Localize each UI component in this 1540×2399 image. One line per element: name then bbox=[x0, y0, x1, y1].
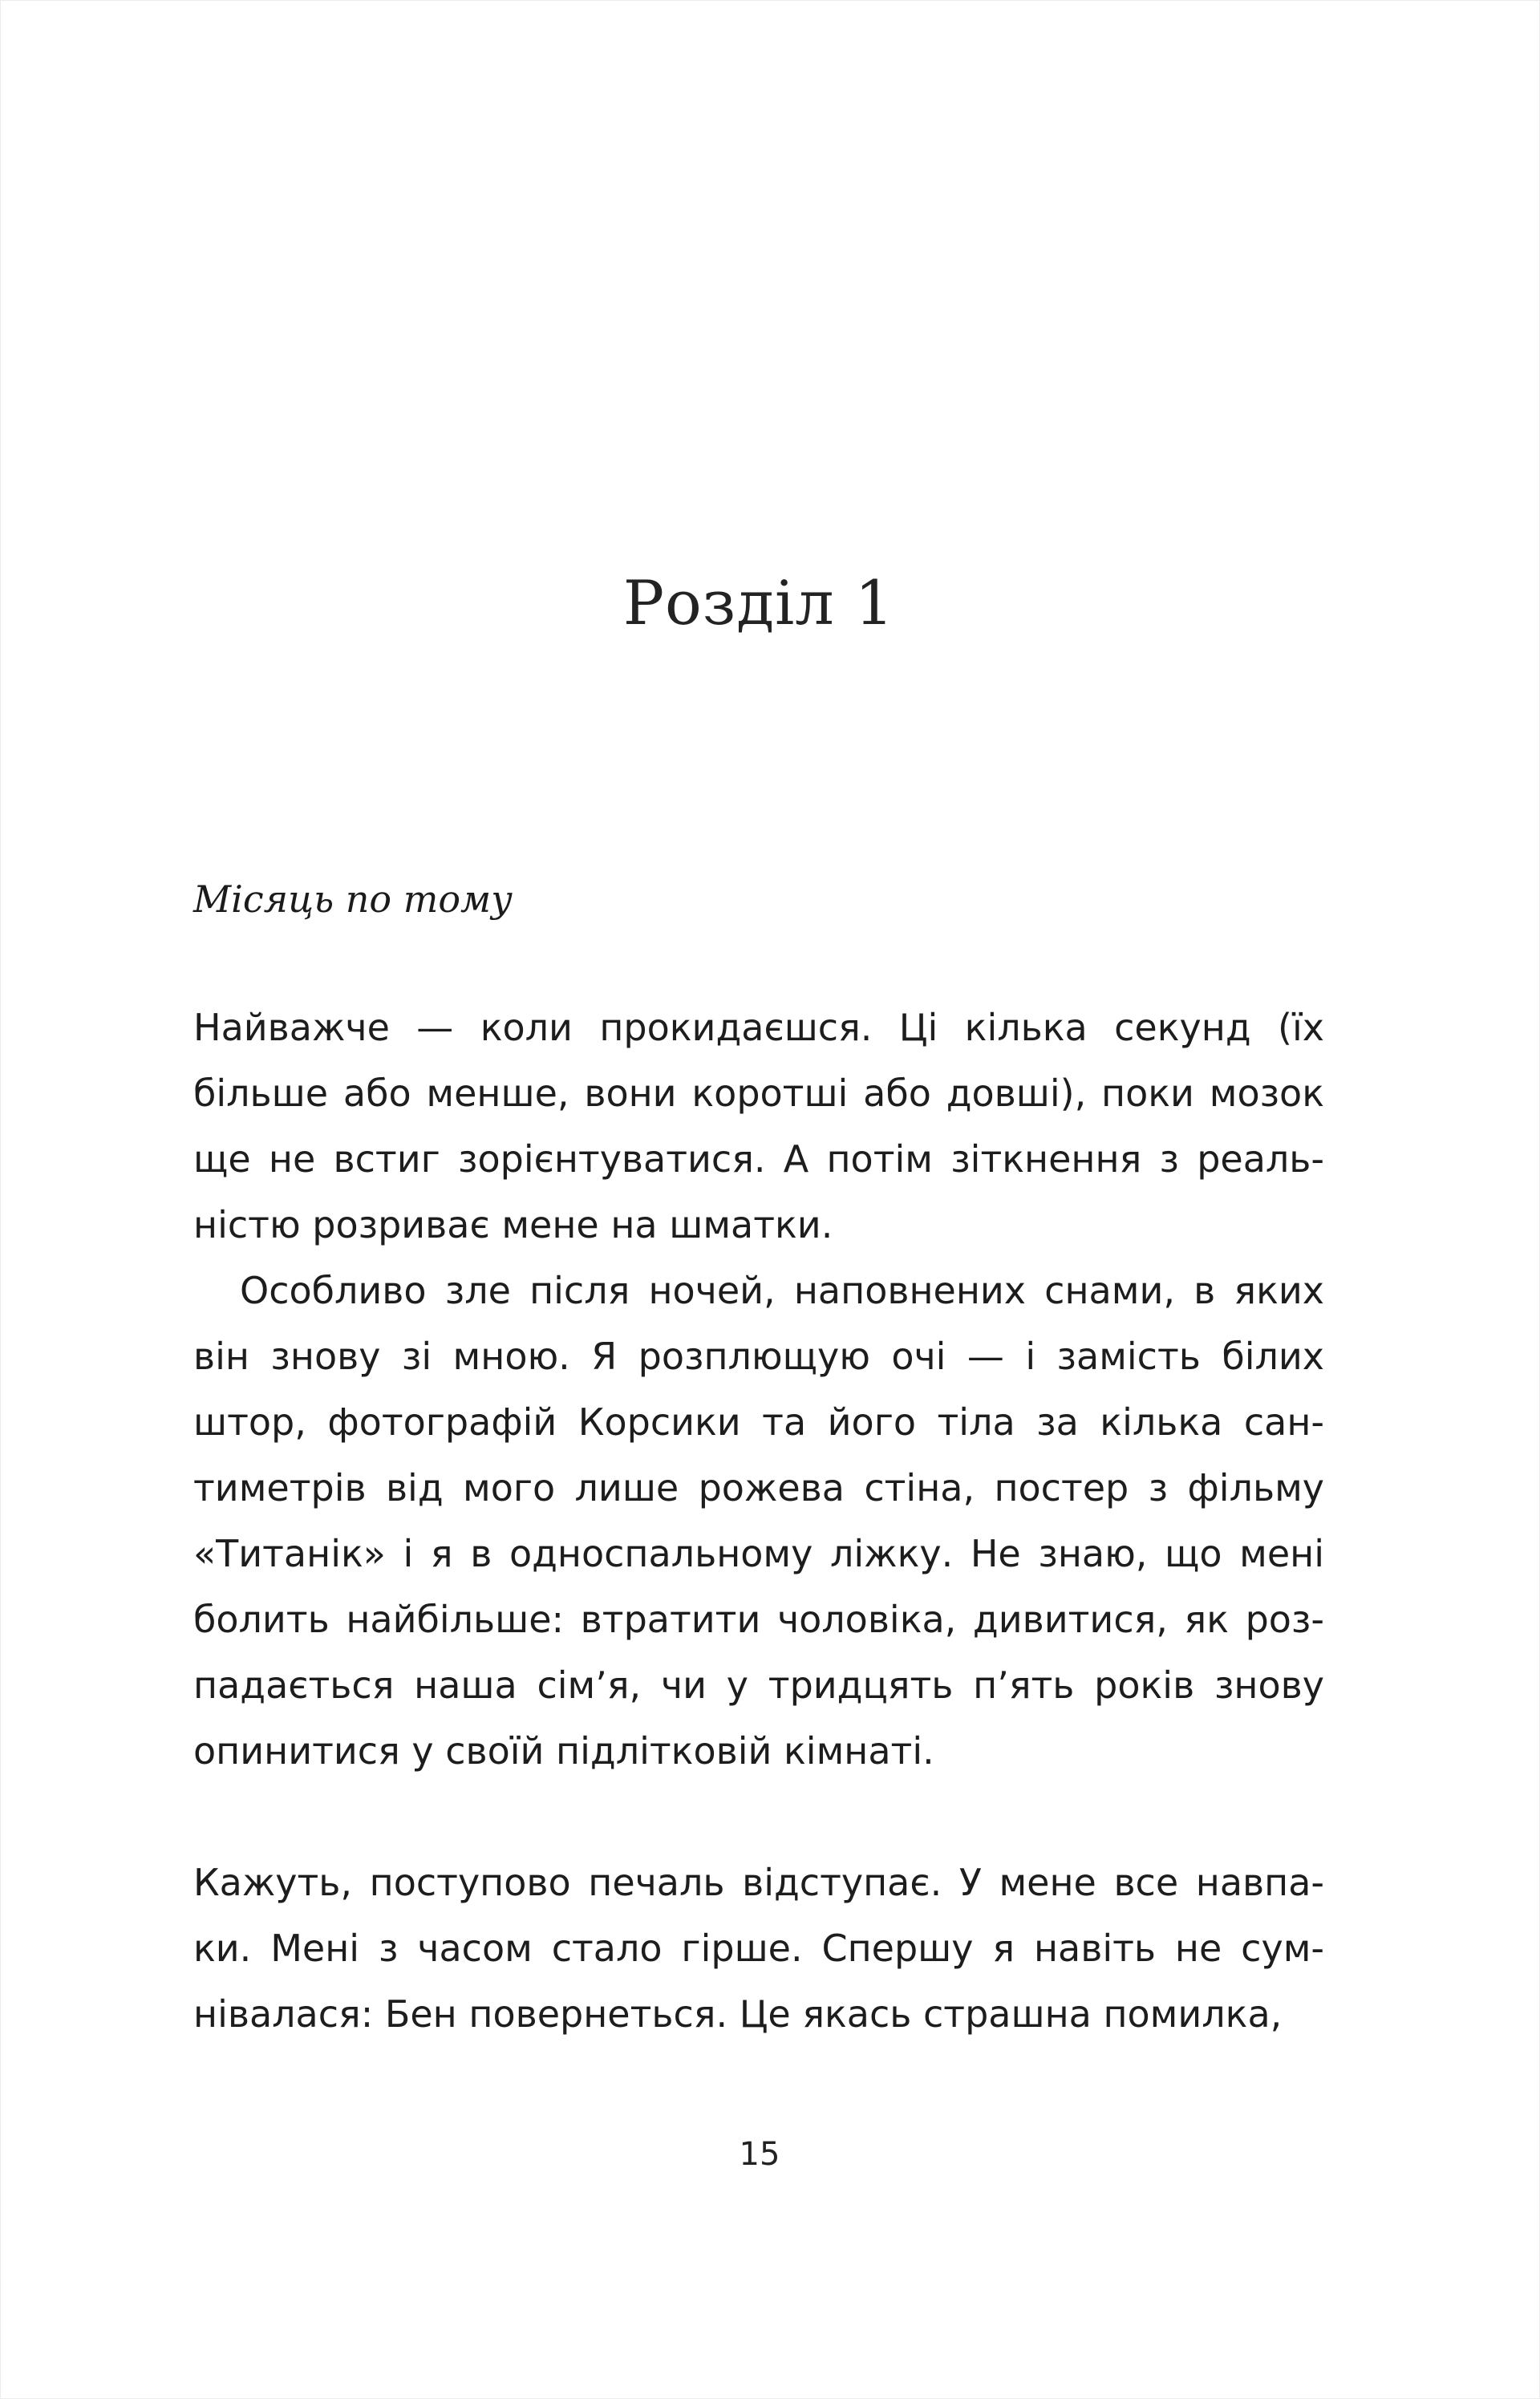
page-content bbox=[193, 1, 1324, 2047]
text-line: Кажуть, поступово печаль відступає. У мене все навпа- bbox=[193, 1860, 1324, 1904]
paragraph bbox=[193, 995, 1324, 1258]
chapter-title: Розділ 1 bbox=[622, 567, 895, 638]
text-line: Особливо зле після ночей, наповнених снами, в яких bbox=[240, 1268, 1324, 1312]
paragraph bbox=[193, 1258, 1324, 1784]
text-line: «Титанік» і я в односпальному ліжку. Не знаю, що мені bbox=[193, 1531, 1324, 1575]
page-number: 15 bbox=[739, 2136, 780, 2173]
text-line: ністю розриває мене на шматки. bbox=[193, 1202, 833, 1246]
chapter-subtitle: Місяць по тому bbox=[193, 877, 513, 922]
paragraph bbox=[193, 1850, 1324, 2047]
text-line: ще не встиг зорієнтуватися. А потім зіткнення з реаль- bbox=[193, 1137, 1324, 1181]
text-line: Найважче — коли прокидаєшся. Ці кілька секунд (їх bbox=[193, 1005, 1324, 1049]
text-line: болить найбільше: втратити чоловіка, дивитися, як роз- bbox=[193, 1597, 1324, 1641]
text-line: тиметрів від мого лише рожева стіна, постер з фільму bbox=[193, 1465, 1324, 1510]
text-line: штор, фотографій Корсики та його тіла за кілька сан- bbox=[193, 1400, 1324, 1444]
text-line: нівалася: Бен повернеться. Це якась страшна помилка, bbox=[193, 1992, 1283, 2036]
text-line: більше або менше, вони коротші або довші), поки мозок bbox=[193, 1071, 1324, 1115]
body-text bbox=[193, 995, 1324, 2047]
text-line: опинитися у своїй підлітковій кімнаті. bbox=[193, 1728, 934, 1773]
text-line: падається наша сім’я, чи у тридцять п’ять років знову bbox=[193, 1663, 1324, 1707]
text-line: він знову зі мною. Я розплющую очі — і замість білих bbox=[193, 1334, 1324, 1378]
text-line: ки. Мені з часом стало гірше. Спершу я навіть не сум- bbox=[193, 1926, 1324, 1970]
